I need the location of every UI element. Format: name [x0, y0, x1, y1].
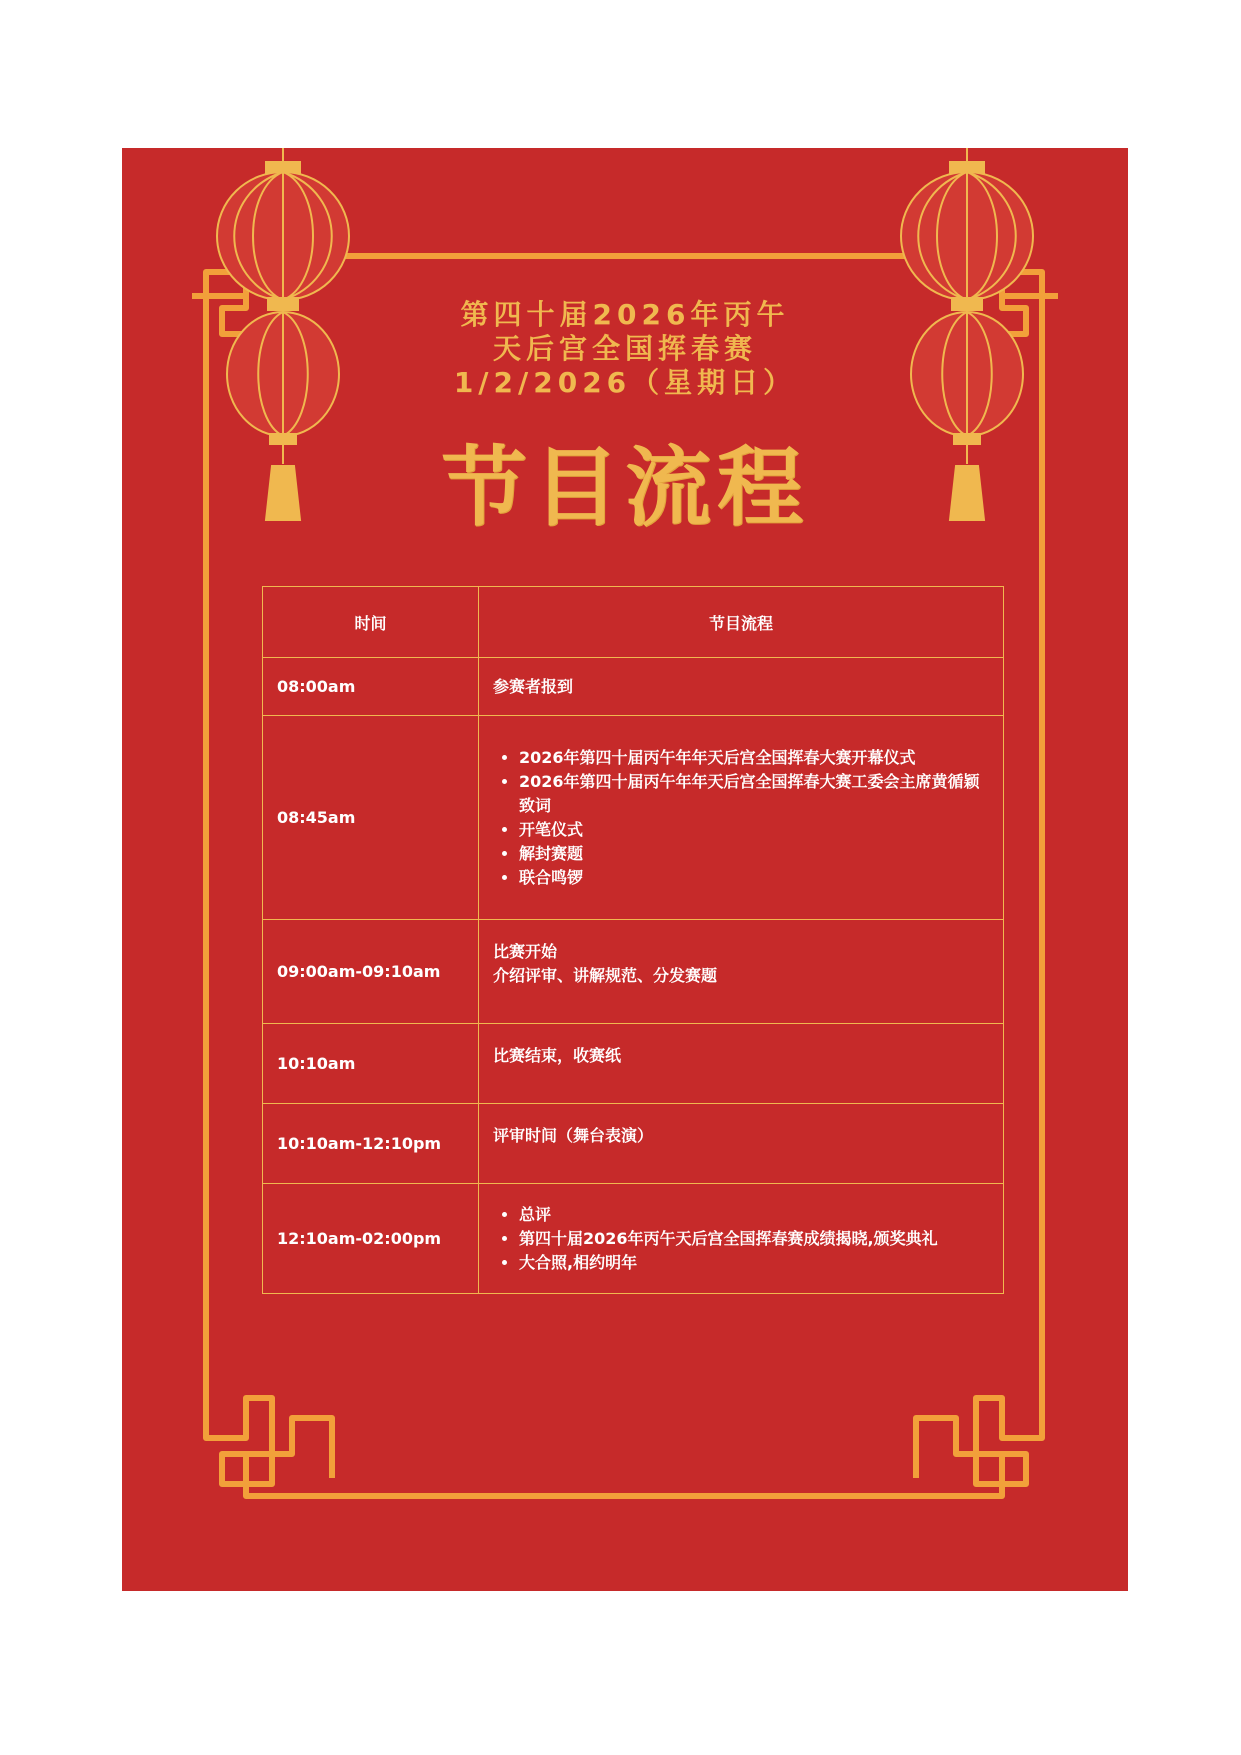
list-item: • 大合照,相约明年 [519, 1251, 989, 1275]
table-row [263, 1024, 1004, 1104]
list-item: • 开笔仪式 [519, 818, 989, 842]
table-header-row [263, 587, 1004, 658]
list-item: • 联合鸣锣 [519, 866, 989, 890]
time-cell: 09:00am-09:10am [263, 920, 479, 1024]
table-row [263, 920, 1004, 1024]
header-time: 时间 [263, 587, 479, 658]
list-item: • 2026年第四十届丙午年年天后宫全国挥春大赛工委会主席黄循颖致词 [519, 770, 989, 818]
list-item: • 总评 [519, 1203, 989, 1227]
list-item: • 解封赛题 [519, 842, 989, 866]
program-text: 比赛开始 [493, 942, 558, 961]
program-cell [479, 1184, 1004, 1294]
time-cell: 10:10am-12:10pm [263, 1104, 479, 1184]
table-row [263, 1184, 1004, 1294]
table-row [263, 716, 1004, 920]
time-cell: 12:10am-02:00pm [263, 1184, 479, 1294]
page-title: 节目流程 [441, 438, 809, 538]
program-text: 比赛结束，收赛纸 [493, 1046, 622, 1065]
header-program: 节目流程 [479, 587, 1004, 658]
program-cell [479, 1024, 1004, 1104]
program-list [493, 746, 989, 890]
list-item: • 第四十届2026年丙午天后宫全国挥春赛成绩揭晓,颁奖典礼 [519, 1227, 989, 1251]
list-item: • 2026年第四十届丙午年年天后宫全国挥春大赛开幕仪式 [519, 746, 989, 770]
heading-line-1: 第四十届2026年丙午 [460, 298, 790, 331]
table-row [263, 658, 1004, 716]
program-cell [479, 658, 1004, 716]
event-heading [122, 298, 1128, 400]
program-text: 介绍评审、讲解规范、分发赛题 [493, 966, 718, 985]
schedule-table [262, 586, 1004, 1294]
knot-corner-icon [206, 1378, 382, 1496]
program-text: 评审时间（舞台表演） [493, 1126, 654, 1145]
knot-corner-icon [862, 1378, 1042, 1496]
program-text: 参赛者报到 [493, 676, 574, 696]
heading-line-2: 天后宫全国挥春赛 [492, 332, 757, 365]
time-cell: 08:00am [263, 658, 479, 716]
program-cell [479, 1104, 1004, 1184]
poster [122, 148, 1128, 1591]
program-list [493, 1203, 989, 1275]
program-cell [479, 716, 1004, 920]
table-row [263, 1104, 1004, 1184]
time-cell: 08:45am [263, 716, 479, 920]
time-cell: 10:10am [263, 1024, 479, 1104]
heading-line-3: 1/2/2026（星期日） [453, 366, 797, 399]
program-cell [479, 920, 1004, 1024]
